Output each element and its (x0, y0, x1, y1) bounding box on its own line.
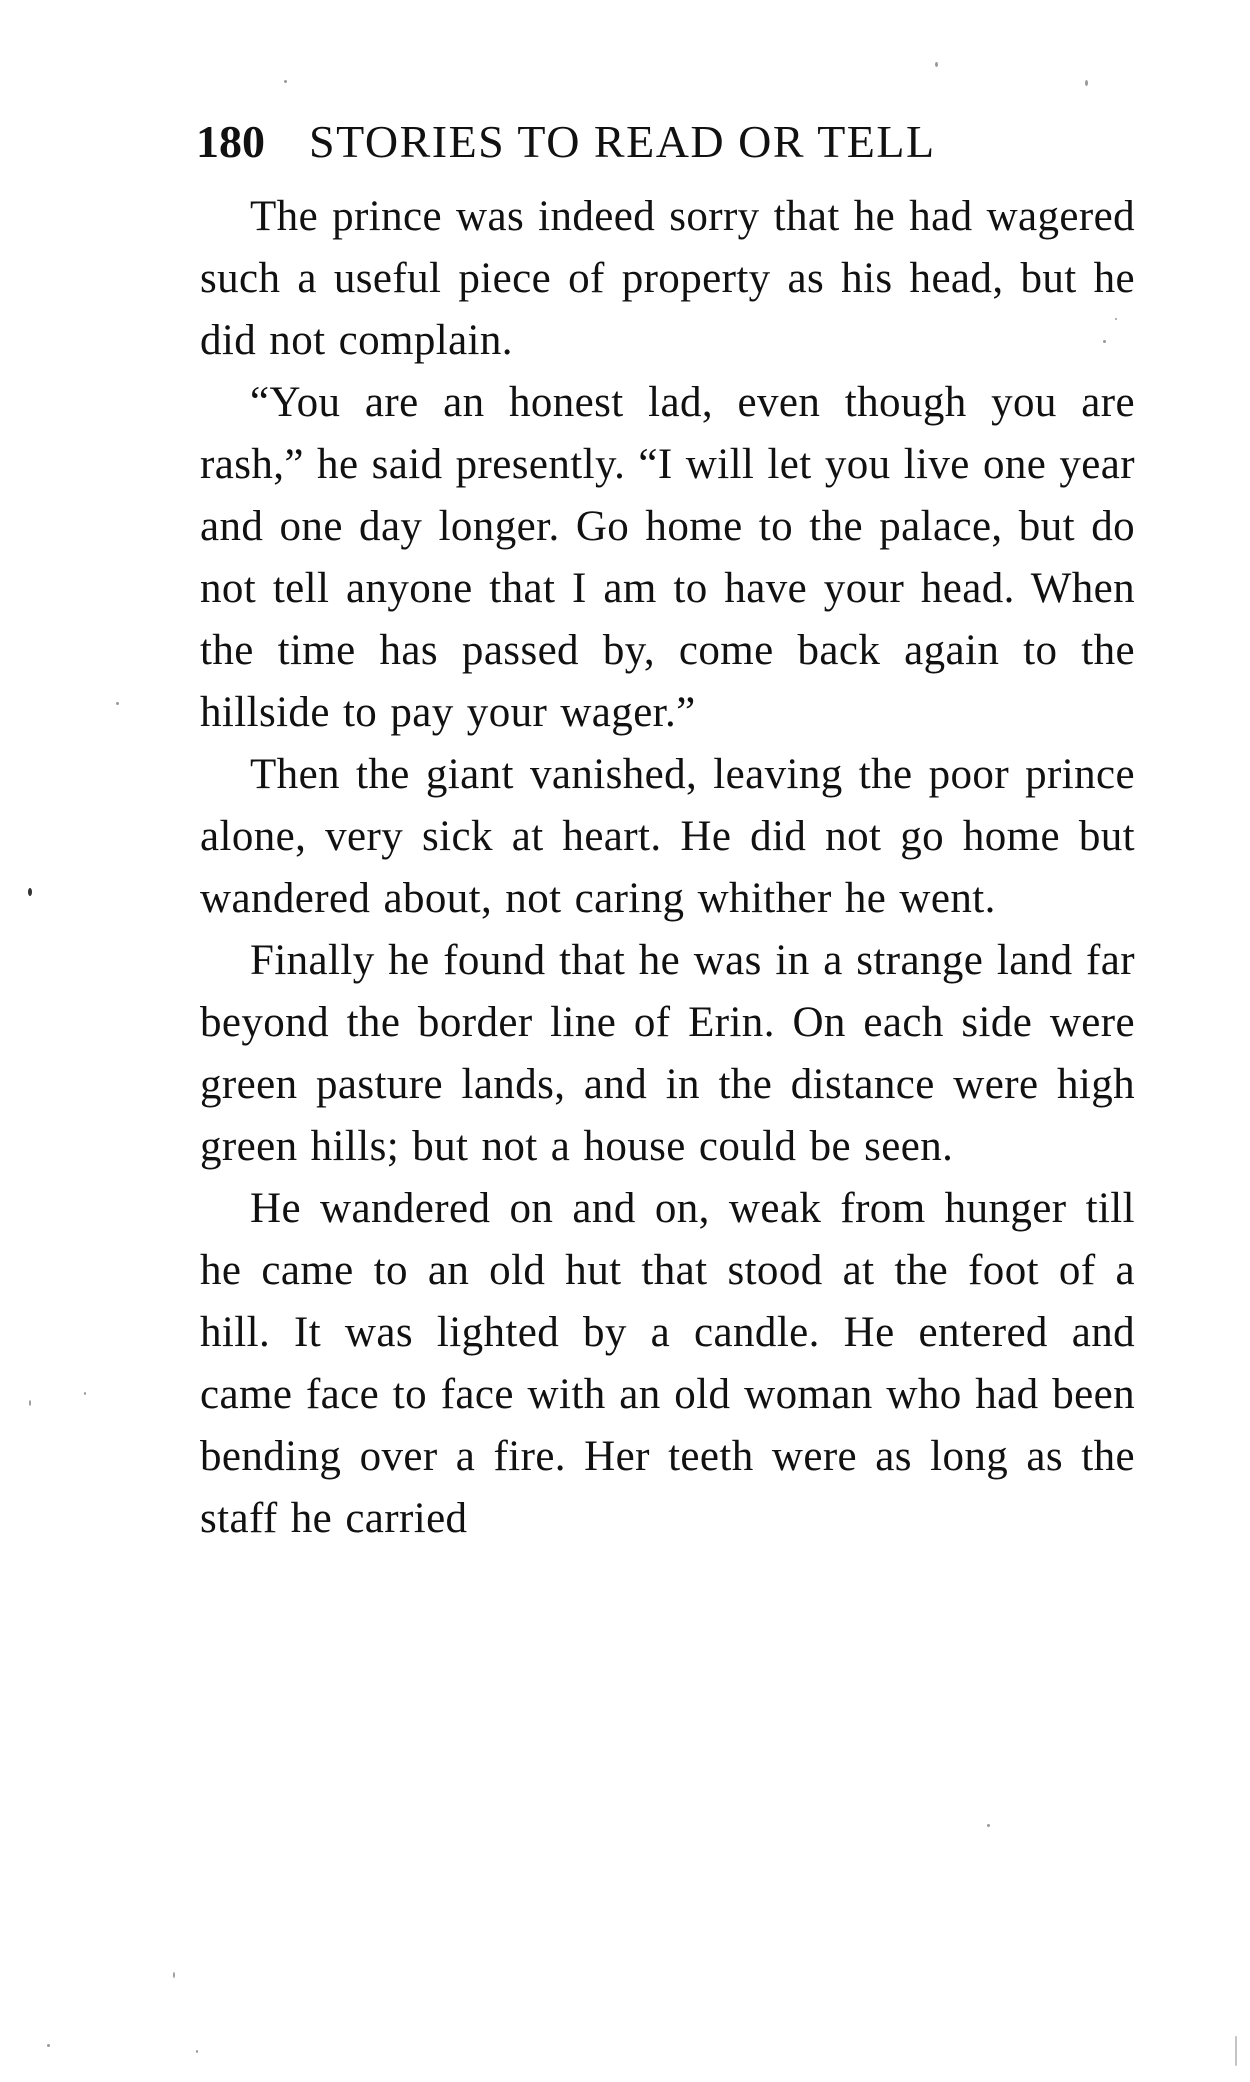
paragraph: Finally he found that he was in a strange land far beyond the border line of Erin. On each side were green pasture lands, and in the distance were high green hills; but not a house could be seen. (200, 937, 1135, 1170)
scan-speck (84, 1392, 86, 1395)
scan-speck (987, 1824, 990, 1827)
scan-speck (935, 62, 938, 67)
paragraph: Then the giant vanished, leaving the poor prince alone, very sick at heart. He did not go home but wandered about, not caring whither he went. (200, 751, 1135, 922)
scan-speck (196, 2050, 198, 2053)
scan-speck (28, 888, 32, 896)
running-title: STORIES TO READ OR TELL (309, 116, 936, 167)
scan-speck (29, 1400, 31, 1406)
paragraph: The prince was indeed sorry that he had wagered such a useful piece of property as his head, but he did not complain. (200, 193, 1135, 364)
scan-speck (1115, 318, 1117, 320)
scan-speck (116, 702, 119, 705)
scan-speck (47, 2044, 50, 2047)
paragraph: “You are an honest lad, even though you are rash,” he said presently. “I will let you live one year and one day longer. Go home to the palace, but do not tell anyone that I am to have your head. When the time has passed by, come back again to the hillside to pay your wager.” (200, 379, 1135, 736)
running-header (196, 112, 1096, 172)
scan-speck (1235, 2036, 1237, 2066)
body-text (200, 186, 1135, 1550)
paragraph: He wandered on and on, weak from hunger till he came to an old hut that stood at the foot of a hill. It was lighted by a candle. He entered and came face to face with an old woman who had been bending over a fire. Her teeth were as long as the staff he carried (200, 1185, 1135, 1542)
scan-speck (1103, 340, 1106, 343)
scan-speck (1085, 80, 1088, 86)
page-number: 180 (196, 116, 265, 167)
scan-speck (173, 1972, 175, 1978)
scan-speck (284, 80, 287, 83)
